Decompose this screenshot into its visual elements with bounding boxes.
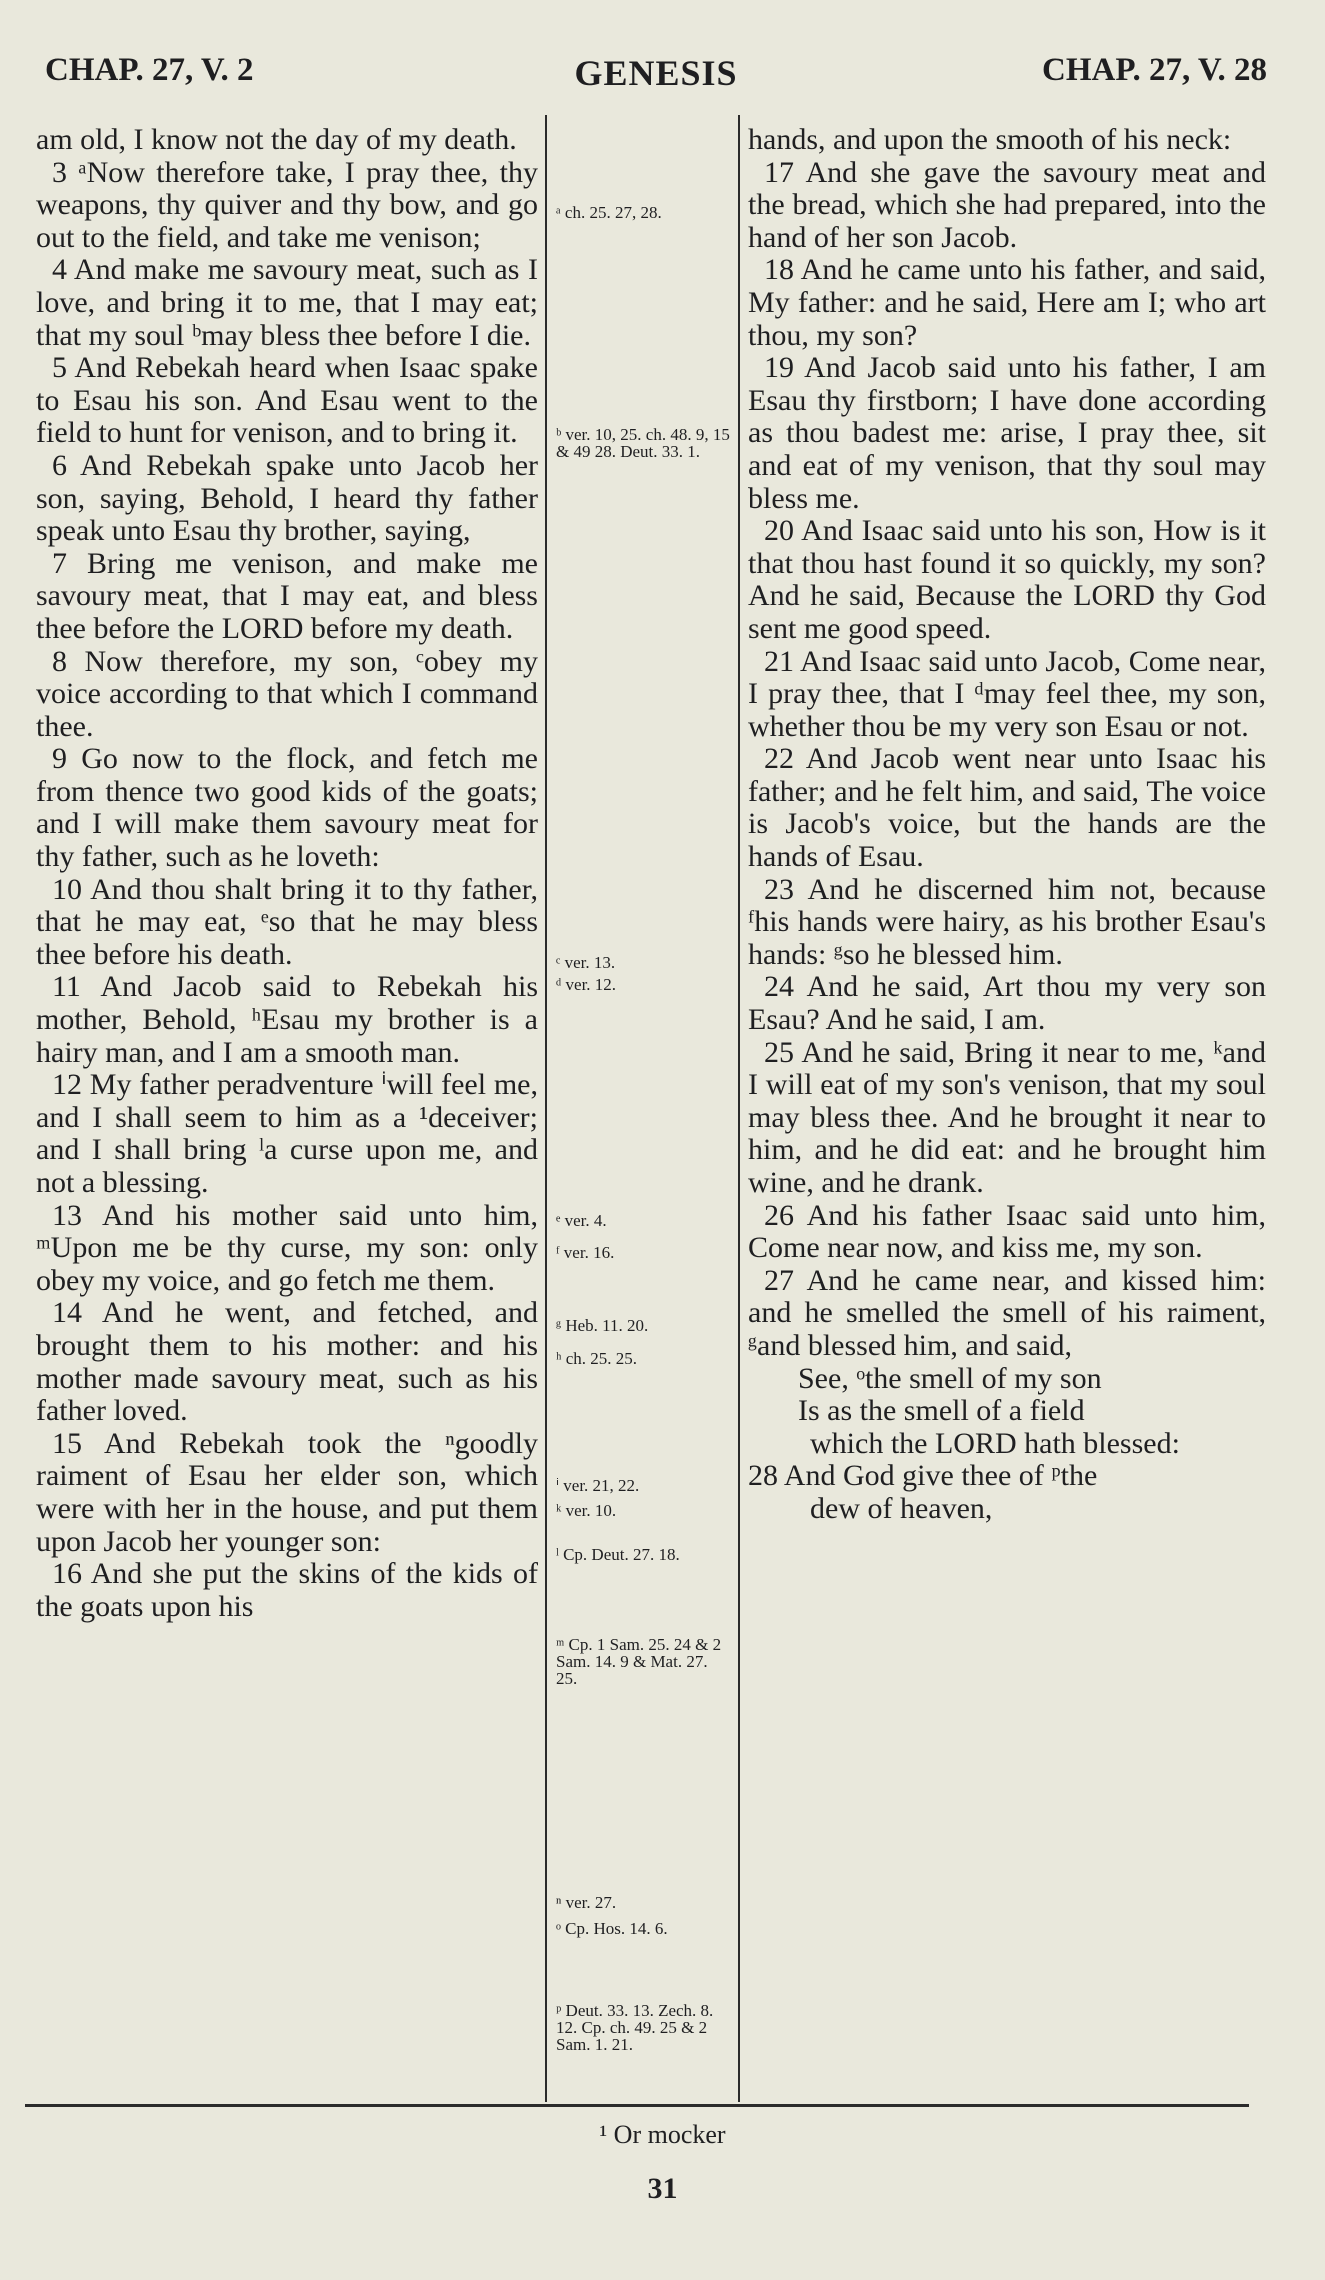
running-header bbox=[45, 52, 1267, 100]
cross-reference: ᶠ ver. 16. bbox=[556, 1243, 615, 1262]
verse-text: am old, I know not the day of my death. bbox=[36, 123, 517, 156]
cross-reference: ᵏ ver. 10. bbox=[556, 1501, 617, 1520]
poetry-line: Is as the smell of a field bbox=[798, 1394, 1085, 1428]
cross-reference: ᵈ ver. 12. bbox=[556, 975, 617, 994]
verse-text: 22 And Jacob went near unto Isaac his father; and he felt him, and said, The voice is Jacob's voice, but the hands are the hands of Esau. bbox=[748, 742, 1266, 874]
cross-reference: ᵇ ver. 10, 25. ch. 48. 9, 15 & 49 28. Deut. 33. 1. bbox=[556, 425, 730, 461]
cross-reference: ᵖ Deut. 33. 13. Zech. 8. 12. Cp. ch. 49. 25 & 2 Sam. 1. 21. bbox=[556, 2001, 714, 2054]
verse-text: 26 And his father Isaac said unto him, Come near now, and kiss me, my son. bbox=[748, 1198, 1266, 1265]
cross-reference: ᶜ ver. 13. bbox=[556, 953, 616, 972]
verse-text: 12 My father peradventure ⁱwill feel me, and I shall seem to him as a ¹deceiver; and I shall bring ˡa curse upon me, and not a blessing. bbox=[36, 1068, 538, 1199]
verse-text: 10 And thou shalt bring it to thy father, that he may eat, ᵉso that he may bless thee before his death. bbox=[36, 872, 538, 971]
verse-text: 6 And Rebekah spake unto Jacob her son, saying, Behold, I heard thy father speak unto Esau thy brother, saying, bbox=[36, 448, 538, 548]
verse-text: 19 And Jacob said unto his father, I am Esau thy firstborn; I have done according as thou badest me: arise, I pray thee, sit and eat of my venison, that thy soul may bless me. bbox=[748, 351, 1266, 515]
verse-text: 28 And God give thee of ᵖthe bbox=[748, 1459, 1098, 1493]
cross-reference: ᵐ Cp. 1 Sam. 25. 24 & 2 Sam. 14. 9 & Mat. 27. 25. bbox=[556, 1635, 722, 1688]
right-text-column bbox=[748, 124, 1266, 1526]
footer-rule bbox=[25, 2104, 1249, 2107]
verse-text: 20 And Isaac said unto his son, How is it that thou hast found it so quickly, my son? And he said, Because the LORD thy God sent me good speed. bbox=[748, 514, 1266, 645]
column-divider-left bbox=[545, 115, 547, 2102]
book-title: GENESIS bbox=[574, 53, 738, 93]
cross-reference: ⁱ ver. 21, 22. bbox=[556, 1476, 640, 1495]
verse-text: 8 Now therefore, my son, ᶜobey my voice according to that which I command thee. bbox=[36, 644, 538, 743]
header-right-reference: CHAP. 27, V. 28 bbox=[1042, 52, 1267, 88]
footnote: ¹ Or mocker bbox=[599, 2120, 726, 2149]
verse-text: 18 And he came unto his father, and said, My father: and he said, Here am I; who art thou, my son? bbox=[748, 253, 1266, 352]
cross-reference: ᵉ ver. 4. bbox=[556, 1211, 607, 1230]
verse-text: 21 And Isaac said unto Jacob, Come near, I pray thee, that I ᵈmay feel thee, my son, whether thou be my very son Esau or not. bbox=[748, 644, 1266, 743]
verse-text: 4 And make me savoury meat, such as I love, and bring it to me, that I may eat; that my soul ᵇmay bless thee before I die. bbox=[36, 253, 538, 352]
cross-reference-margin bbox=[550, 124, 735, 2104]
verse-text: 7 Bring me venison, and make me savoury meat, that I may eat, and bless thee before the LORD before my death. bbox=[36, 546, 538, 645]
cross-reference: ᵃ ch. 25. 27, 28. bbox=[556, 203, 662, 222]
verse-text: 3 ᵃNow therefore take, I pray thee, thy weapons, thy quiver and thy bow, and go out to the field, and take me venison; bbox=[36, 155, 538, 254]
header-left-reference: CHAP. 27, V. 2 bbox=[45, 52, 254, 88]
column-divider-right bbox=[738, 115, 740, 2102]
verse-text: 27 And he came near, and kissed him: and he smelled the smell of his raiment, ᵍand blessed him, and said, bbox=[748, 1263, 1266, 1362]
verse-text: 14 And he went, and fetched, and brought them to his mother: and his mother made savoury meat, such as his father loved. bbox=[36, 1296, 538, 1428]
cross-reference: ⁿ ver. 27. bbox=[556, 1893, 617, 1912]
left-text-column bbox=[36, 124, 538, 1623]
verse-text: 11 And Jacob said to Rebekah his mother, Behold, ʰEsau my brother is a hairy man, and I am a smooth man. bbox=[36, 970, 538, 1069]
cross-reference: ᵍ Heb. 11. 20. bbox=[556, 1316, 649, 1335]
verse-text: 24 And he said, Art thou my very son Esau? And he said, I am. bbox=[748, 970, 1266, 1037]
verse-text: 5 And Rebekah heard when Isaac spake to Esau his son. And Esau went to the field to hunt for venison, and to bring it. bbox=[36, 351, 538, 450]
verse-text: 17 And she gave the savoury meat and the bread, which she had prepared, into the hand of her son Jacob. bbox=[748, 155, 1266, 254]
verse-text: 15 And Rebekah took the ⁿgoodly raiment of Esau her elder son, which were with her in the house, and put them upon Jacob her younger son: bbox=[36, 1426, 538, 1558]
cross-reference: ˡ Cp. Deut. 27. 18. bbox=[556, 1545, 680, 1564]
verse-text: hands, and upon the smooth of his neck: bbox=[748, 123, 1232, 156]
verse-text: 23 And he discerned him not, because ᶠhis hands were hairy, as his brother Esau's hands: ᵍso he blessed him. bbox=[748, 872, 1266, 971]
verse-text: dew of heaven, bbox=[810, 1491, 993, 1525]
poetry-line: See, ᵒthe smell of my son bbox=[798, 1361, 1102, 1395]
poetry-line: which the LORD hath blessed: bbox=[810, 1426, 1180, 1460]
page-number: 31 bbox=[647, 2172, 678, 2205]
cross-reference: ʰ ch. 25. 25. bbox=[556, 1349, 638, 1368]
cross-reference: ᵒ Cp. Hos. 14. 6. bbox=[556, 1919, 668, 1938]
verse-text: 9 Go now to the flock, and fetch me from thence two good kids of the goats; and I will make them savoury meat for thy father, such as he loveth: bbox=[36, 742, 538, 874]
verse-text: 16 And she put the skins of the kids of the goats upon his bbox=[36, 1557, 538, 1623]
verse-text: 25 And he said, Bring it near to me, ᵏand I will eat of my son's venison, that my soul may bless thee. And he brought it near to him, and he did eat: and he brought him wine, and he drank. bbox=[748, 1035, 1266, 1199]
verse-text: 13 And his mother said unto him, ᵐUpon me be thy curse, my son: only obey my voice, and go fetch me them. bbox=[36, 1198, 538, 1297]
